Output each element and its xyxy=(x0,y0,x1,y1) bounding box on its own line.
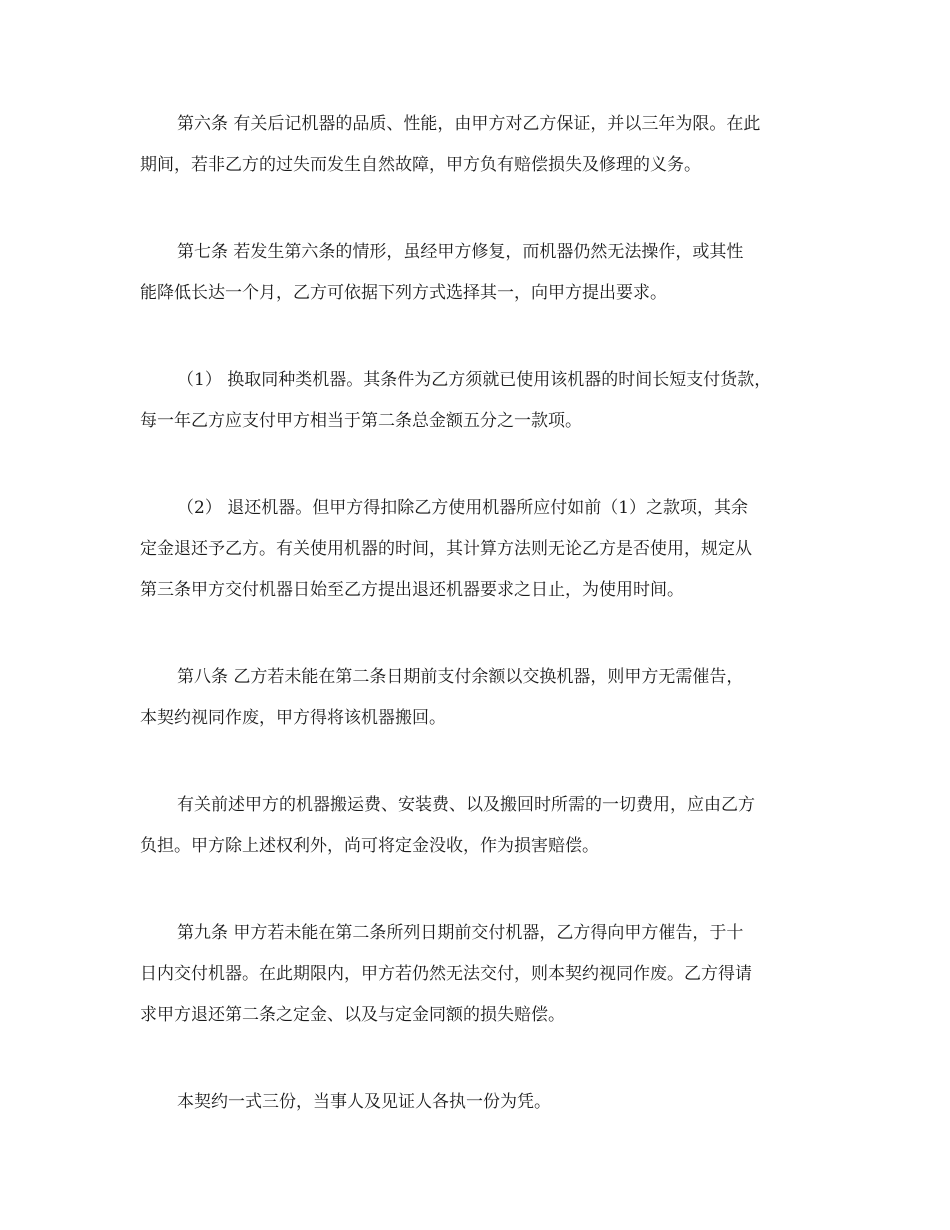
clause-item-1-line-1: （1） 换取同种类机器。其条件为乙方须就已使用该机器的时间长短支付货款， xyxy=(177,370,772,390)
clause-item-2-line-1: （2） 退还机器。但甲方得扣除乙方使用机器所应付如前（1）之款项，其余 xyxy=(177,498,749,518)
clause-item-2-line-2: 定金退还予乙方。有关使用机器的时间，其计算方法则无论乙方是否使用，规定从 xyxy=(140,539,752,559)
costs-paragraph-line-1: 有关前述甲方的机器搬运费、安装费、以及搬回时所需的一切费用，应由乙方 xyxy=(177,795,755,815)
article-7-line-2: 能降低长达一个月，乙方可依据下列方式选择其一，向甲方提出要求。 xyxy=(140,283,667,303)
article-6-line-2: 期间，若非乙方的过失而发生自然故障，甲方负有赔偿损失及修理的义务。 xyxy=(140,155,701,175)
copies-paragraph-line-1: 本契约一式三份，当事人及见证人各执一份为凭。 xyxy=(177,1092,551,1112)
article-9-line-2: 日内交付机器。在此期限内，甲方若仍然无法交付，则本契约视同作废。乙方得请 xyxy=(140,964,752,984)
article-7-line-1: 第七条 若发生第六条的情形，虽经甲方修复，而机器仍然无法操作，或其性 xyxy=(177,242,744,262)
clause-item-2-line-3: 第三条甲方交付机器日始至乙方提出退还机器要求之日止，为使用时间。 xyxy=(140,580,684,600)
article-8-line-1: 第八条 乙方若未能在第二条日期前支付余额以交换机器，则甲方无需催告， xyxy=(177,667,744,687)
article-8-line-2: 本契约视同作废，甲方得将该机器搬回。 xyxy=(140,708,446,728)
costs-paragraph-line-2: 负担。甲方除上述权利外，尚可将定金没收，作为损害赔偿。 xyxy=(140,836,599,856)
article-6-line-1: 第六条 有关后记机器的品质、性能，由甲方对乙方保证，并以三年为限。在此 xyxy=(177,114,761,134)
clause-item-1-line-2: 每一年乙方应支付甲方相当于第二条总金额五分之一款项。 xyxy=(140,411,582,431)
article-9-line-3: 求甲方退还第二条之定金、以及与定金同额的损失赔偿。 xyxy=(140,1005,565,1025)
article-9-line-1: 第九条 甲方若未能在第二条所列日期前交付机器，乙方得向甲方催告，于十 xyxy=(177,923,744,943)
